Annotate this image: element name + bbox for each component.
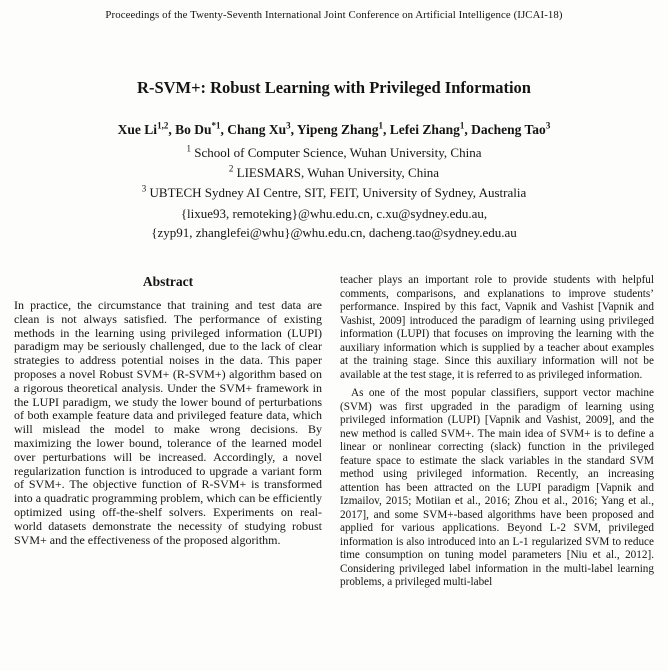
email-line: {lixue93, remoteking}@whu.edu.cn, c.xu@sydney.edu.au, [180,206,488,221]
author-name: Chang Xu [227,122,287,137]
affiliation-superscript: 1 [186,143,191,154]
author [297,122,390,137]
author-superscript: *1 [211,120,221,131]
author-separator: , [168,122,176,137]
affiliation-text: School of Computer Science, Wuhan University, China [191,145,482,160]
author-name: Lefei Zhang [389,122,460,137]
author-separator: , [383,122,390,137]
author-separator: , [290,122,297,137]
abstract-heading: Abstract [142,274,194,289]
author-superscript: 3 [545,120,551,131]
left-column [11,274,325,590]
author [390,122,471,137]
proceedings-header: Proceedings of the Twenty-Seventh International Joint Conference on Artificial Intelligence (IJCAI-18) [105,9,563,21]
author-name: Dacheng Tao [471,122,546,137]
affiliations-block [11,143,657,203]
author-superscript: 1 [378,120,384,131]
affiliation-line [11,183,657,203]
two-column-body [11,274,657,590]
author-name: Xue Li [117,122,158,137]
affiliation-text: LIESMARS, Wuhan University, China [233,165,440,180]
body-paragraph: teacher plays an important role to provide students with helpful comments, comparisons, and explanations to improve students’ performance. Inspired by this fact, Vapnik and Vashist [Vapnik and Vashist, 2009] introduced the paradigm of learning using privileged information (LUPI) that focuses on improving the learning with the auxiliary information which is supplied by a teacher about examples at the training stage. Since this auxiliary information will not be available at the test stage, it is referred to as privileged information. [340,274,654,381]
emails-block [11,204,657,242]
author [471,122,550,137]
email-line: {zyp91, zhanglefei@whu}@whu.edu.cn, dacheng.tao@sydney.edu.au [151,225,517,240]
author-separator: , [220,122,228,137]
author [118,122,175,137]
author-separator: , [464,122,472,137]
paper-title: R-SVM+: Robust Learning with Privileged Information [137,78,531,97]
affiliation-line [11,143,657,163]
author [227,122,297,137]
author-name: Yipeng Zhang [296,122,379,137]
author-name: Bo Du [175,122,212,137]
affiliation-text: UBTECH Sydney AI Centre, SIT, FEIT, University of Sydney, Australia [146,185,527,200]
affiliation-superscript: 2 [228,163,234,174]
body-paragraph: As one of the most popular classifiers, support vector machine (SVM) was first upgraded in the paradigm of learning using privileged information (LUPI) [Vapnik and Vashist, 2009], and the new method is called SVM+. The main idea of SVM+ is to define a linear or nonlinear correcting (slack) function in the privileged feature space to estimate the slack variables in the standard SVM method using privileged information. Recently, an increasing attention has been attracted on the LUPI paradigm [Vapnik and Izmailov, 2015; Motiian et al., 2016; Zhou et al., 2016; Yang et al., 2017], and some SVM+-based algorithms have been proposed and applied for various applications. Beyond L-2 SVM, privileged information is also introduced into an L-1 regularized SVM to reduce time consumption on tuning model parameters [Niu et al., 2012]. Considering privileged label information in the multi-label learning problems, a privileged multi-label [340,387,654,588]
affiliation-superscript: 3 [141,183,147,194]
affiliation-line [11,163,657,183]
abstract-text: In practice, the circumstance that training and test data are clean is not always satisfied. The performance of existing methods in the learning using privileged information (LUPI) paradigm may be seriously challenged, due to the lack of clear strategies to address potential noises in the data. This paper proposes a novel Robust SVM+ (R-SVM+) algorithm based on a rigorous theoretical analysis. Under the SVM+ framework in the LUPI paradigm, we study the lower bound of perturbations of both example feature data and privileged feature data, which will mislead the model to make wrong decisions. By maximizing the lower bound, tolerance of the learned model over perturbations will be increased. Accordingly, a novel regularization function is introduced to upgrade a variant form of SVM+. The objective function of R-SVM+ is transformed into a quadratic programming problem, which can be efficiently optimized using off-the-shelf solvers. Experiments on real-world datasets demonstrate the necessity of studying robust SVM+ and the effectiveness of the proposed algorithm. [14,298,322,547]
authors-line [11,122,657,138]
right-column [340,274,654,590]
author-superscript: 1 [459,120,465,131]
author [175,122,227,137]
author-superscript: 1,2 [157,120,169,131]
author-superscript: 3 [286,120,291,131]
